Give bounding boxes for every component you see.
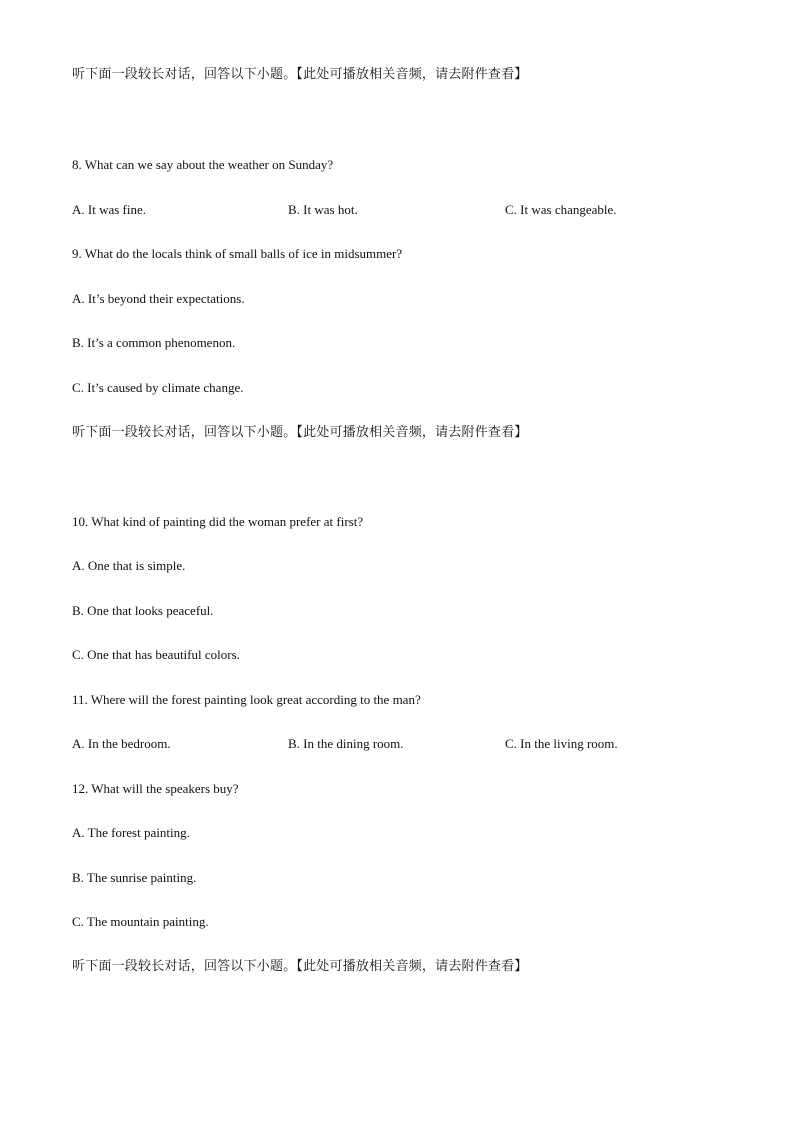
- option-b: B. In the dining room.: [288, 736, 404, 751]
- question-11-options: [72, 736, 772, 752]
- listening-instruction: 听下面一段较长对话，回答以下小题。【此处可播放相关音频，请去附件查看】: [72, 959, 528, 974]
- option-c: C. One that has beautiful colors.: [72, 647, 240, 662]
- option-b: B. The sunrise painting.: [72, 870, 197, 885]
- option-a: A. One that is simple.: [72, 558, 186, 573]
- question-10: 10. What kind of painting did the woman prefer at first?: [72, 514, 364, 529]
- question-8: 8. What can we say about the weather on Sunday?: [72, 157, 334, 172]
- question-11: 11. Where will the forest painting look great according to the man?: [72, 692, 421, 707]
- option-a: A. It’s beyond their expectations.: [72, 291, 245, 306]
- option-b: B. It’s a common phenomenon.: [72, 335, 236, 350]
- option-a: A. It was fine.: [72, 202, 147, 217]
- option-a: A. The forest painting.: [72, 825, 190, 840]
- listening-instruction: 听下面一段较长对话，回答以下小题。【此处可播放相关音频，请去附件查看】: [72, 425, 528, 440]
- option-b: B. One that looks peaceful.: [72, 603, 214, 618]
- option-c: C. In the living room.: [505, 736, 618, 751]
- option-c: C. It’s caused by climate change.: [72, 380, 244, 395]
- listening-instruction: 听下面一段较长对话，回答以下小题。【此处可播放相关音频，请去附件查看】: [72, 67, 528, 82]
- question-9: 9. What do the locals think of small balls of ice in midsummer?: [72, 246, 403, 261]
- option-c: C. It was changeable.: [505, 202, 617, 217]
- option-b: B. It was hot.: [288, 202, 358, 217]
- option-c: C. The mountain painting.: [72, 914, 209, 929]
- question-8-options: [72, 202, 772, 218]
- question-12: 12. What will the speakers buy?: [72, 781, 239, 796]
- option-a: A. In the bedroom.: [72, 736, 171, 751]
